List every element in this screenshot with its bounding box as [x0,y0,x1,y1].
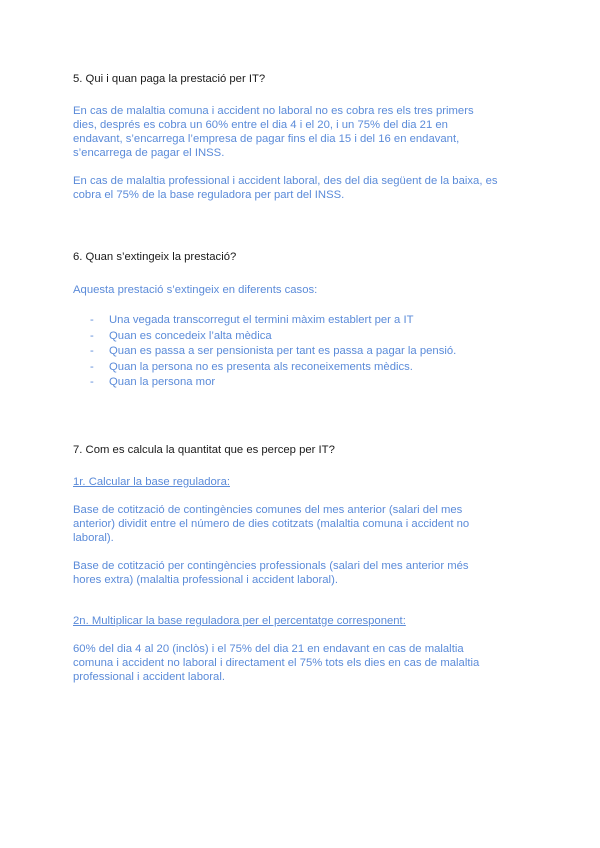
text-line: 2n. Multiplicar la base reguladora per el percentatge corresponent: [73,615,406,627]
list-item-text: Quan es passa a ser pensionista per tant es passa a pagar la pensió. [109,345,457,357]
text-line: anterior) dividit entre el número de dies cotitzats (malaltia comuna i accident no [73,518,470,530]
step-1-paragraph-1 [73,503,533,545]
section-6-heading: 6. Quan s’extingeix la prestació? [73,251,237,263]
section-6-intro [73,283,533,297]
text-line: dies, després es cobra un 60% entre el dia 4 i el 20, i un 75% del dia 21 en [73,119,448,131]
section-5-paragraph-1 [73,104,533,160]
list-item-text: Una vegada transcorregut el termini màxim establert per a IT [109,314,414,326]
text-line: Base de cotització de contingències comunes del mes anterior (salari del mes [73,504,463,516]
text-line: En cas de malaltia professional i accident laboral, des del dia següent de la baixa, es [73,175,498,187]
list-item-text: Quan la persona mor [109,376,216,388]
bullet-dash: - [90,360,94,373]
text-line: comuna i accident no laboral i directament el 75% tots els dies en cas de malaltia [73,657,480,669]
list-item-text: Quan es concedeix l’alta mèdica [109,329,272,342]
list-item-text: Quan la persona no es presenta als reconeixements mèdics. [109,360,413,373]
text-line: hores extra) (malaltia professional i accident laboral). [73,574,338,586]
text-line: Aquesta prestació s’extingeix en diferents casos: [73,284,318,296]
bullet-dash: - [90,329,94,342]
text-line: laboral). [73,532,114,544]
step-2-title [73,614,533,628]
section-7-heading: 7. Com es calcula la quantitat que es percep per IT? [73,444,335,456]
text-line: 1r. Calcular la base reguladora: [73,476,230,488]
bullet-dash: - [90,376,94,388]
text-line: Base de cotització per contingències professionals (salari del mes anterior més [73,560,469,572]
section-5-paragraph-2 [73,174,533,202]
text-line: En cas de malaltia comuna i accident no laboral no es cobra res els tres primers [73,105,474,117]
text-line: s’encarrega de pagar el INSS. [73,147,225,159]
bullet-dash: - [90,314,94,326]
step-1-paragraph-2 [73,559,533,587]
text-line: endavant, s’encarrega l’empresa de pagar fins el dia 15 i del 16 en endavant, [73,133,460,145]
text-line: 60% del dia 4 al 20 (inclòs) i el 75% del dia 21 en endavant en cas de malaltia [73,643,464,655]
text-line: cobra el 75% de la base reguladora per part del INSS. [73,189,345,201]
step-1-title [73,475,533,489]
text-line: professional i accident laboral. [73,671,225,683]
step-2-paragraph [73,642,533,684]
bullet-dash: - [90,345,94,357]
section-5-heading: 5. Qui i quan paga la prestació per IT? [73,73,266,85]
